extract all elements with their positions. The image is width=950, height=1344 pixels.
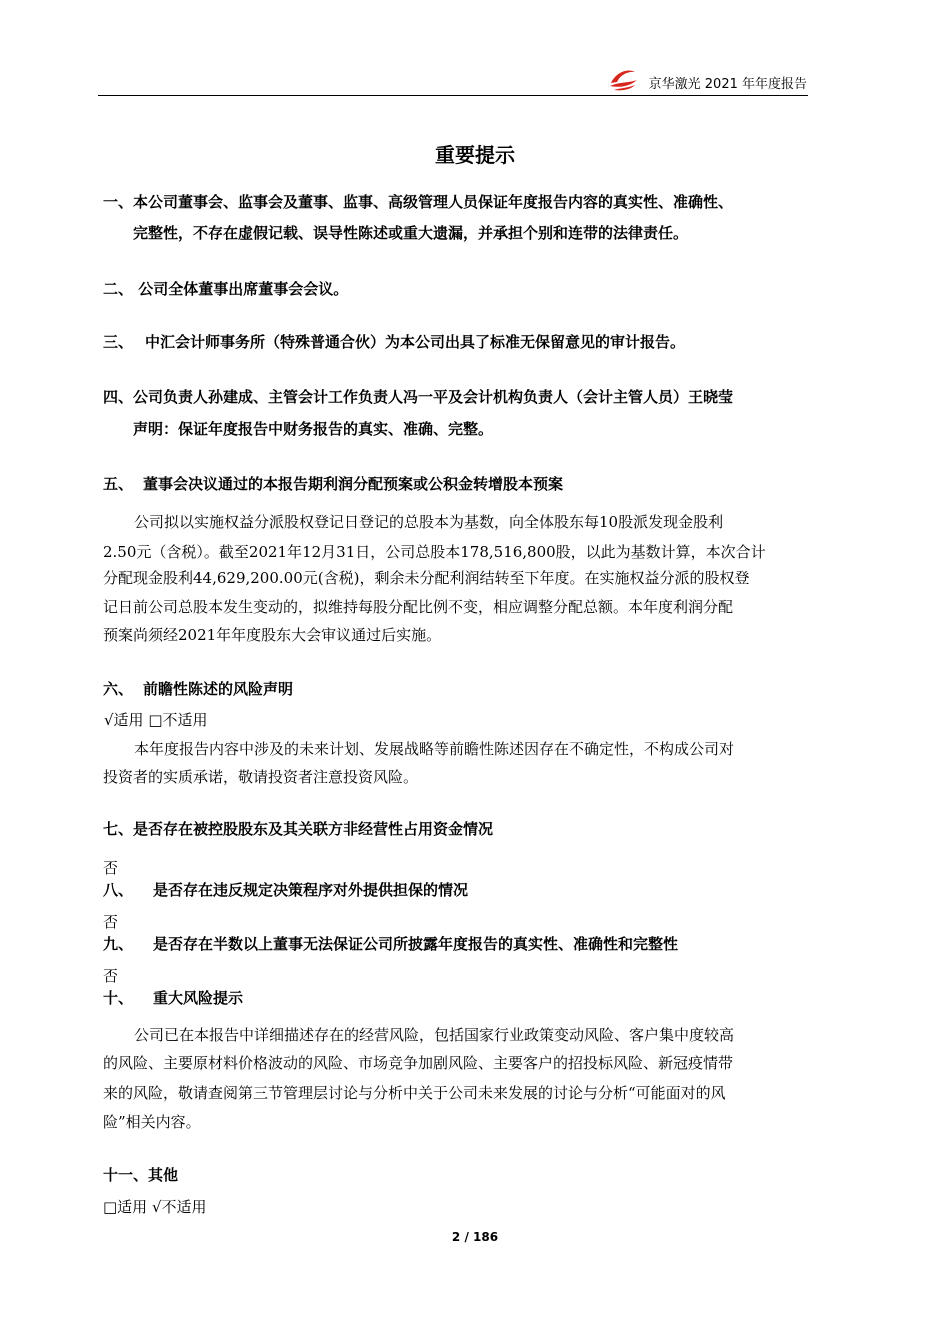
- company-logo-icon: [608, 66, 638, 92]
- page-number: 2 / 186: [451, 1230, 499, 1244]
- section-6-para-line-1: 本年度报告内容中涉及的未来计划、发展战略等前瞻性陈述因存在不确定性，不构成公司对: [134, 740, 735, 758]
- section-6-number: 六、: [103, 680, 134, 698]
- section-10-number: 十、: [103, 989, 134, 1007]
- section-6-para-line-2: 投资者的实质承诺，敬请投资者注意投资风险。: [103, 768, 419, 786]
- section-11-applicability: □适用 √不适用: [103, 1198, 207, 1216]
- section-8-answer: 否: [103, 913, 119, 931]
- section-10-heading: 重大风险提示: [153, 989, 244, 1007]
- section-6-applicability: √适用 □不适用: [104, 711, 208, 729]
- section-2-text: 二、 公司全体董事出席董事会会议。: [103, 280, 349, 298]
- section-6-heading: 前瞻性陈述的风险声明: [143, 680, 294, 698]
- section-4-line-2: 声明：保证年度报告中财务报告的真实、准确、完整。: [133, 420, 494, 438]
- section-9-answer: 否: [103, 967, 119, 985]
- section-11-heading: 十一、其他: [103, 1166, 179, 1184]
- section-5-para-line-4: 记日前公司总股本发生变动的，拟维持每股分配比例不变，相应调整分配总额。本年度利润分配: [103, 598, 734, 616]
- section-3-text: 中汇会计师事务所（特殊普通合伙）为本公司出具了标准无保留意见的审计报告。: [145, 333, 686, 351]
- page-title: 重要提示: [435, 143, 515, 167]
- section-5-number: 五、: [103, 475, 134, 493]
- section-10-para-line-1: 公司已在本报告中详细描述存在的经营风险，包括国家行业政策变动风险、客户集中度较高: [134, 1026, 735, 1044]
- section-1-line-1: 一、本公司董事会、监事会及董事、监事、高级管理人员保证年度报告内容的真实性、准确性、: [103, 193, 734, 211]
- section-7-heading: 七、是否存在被控股股东及其关联方非经营性占用资金情况: [103, 820, 494, 838]
- section-8-heading: 是否存在违反规定决策程序对外提供担保的情况: [153, 881, 469, 899]
- section-9-number: 九、: [103, 935, 134, 953]
- section-3-number: 三、: [103, 333, 134, 351]
- section-10-para-line-4: 险”相关内容。: [103, 1113, 201, 1131]
- section-4-line-1: 四、公司负责人孙建成、主管会计工作负责人冯一平及会计机构负责人（会计主管人员）王晓莹: [103, 388, 734, 406]
- section-5-para-line-2: 2.50元（含税）。截至2021年12月31日，公司总股本178,516,800股，以此为基数计算，本次合计: [103, 543, 766, 561]
- header-title: 京华激光 2021 年年度报告: [648, 77, 807, 92]
- header-divider: [98, 95, 808, 96]
- section-10-para-line-3: 来的风险，敬请查阅第三节管理层讨论与分析中关于公司未来发展的讨论与分析“可能面对的风: [103, 1084, 726, 1102]
- section-1-line-2: 完整性，不存在虚假记载、误导性陈述或重大遗漏，并承担个别和连带的法律责任。: [133, 224, 689, 242]
- section-10-para-line-2: 的风险、主要原材料价格波动的风险、市场竞争加剧风险、主要客户的招投标风险、新冠疫情带: [103, 1054, 734, 1072]
- section-5-para-line-5: 预案尚须经2021年年度股东大会审议通过后实施。: [103, 626, 442, 644]
- section-7-answer: 否: [103, 859, 119, 877]
- section-5-para-line-1: 公司拟以实施权益分派股权登记日登记的总股本为基数，向全体股东每10股派发现金股利: [134, 513, 724, 531]
- section-5-para-line-3: 分配现金股利44,629,200.00元(含税)，剩余未分配利润结转至下年度。在实施权益分派的股权登: [103, 569, 750, 587]
- section-8-number: 八、: [103, 881, 134, 899]
- section-5-heading: 董事会决议通过的本报告期利润分配预案或公积金转增股本预案: [143, 475, 564, 493]
- section-9-heading: 是否存在半数以上董事无法保证公司所披露年度报告的真实性、准确性和完整性: [153, 935, 679, 953]
